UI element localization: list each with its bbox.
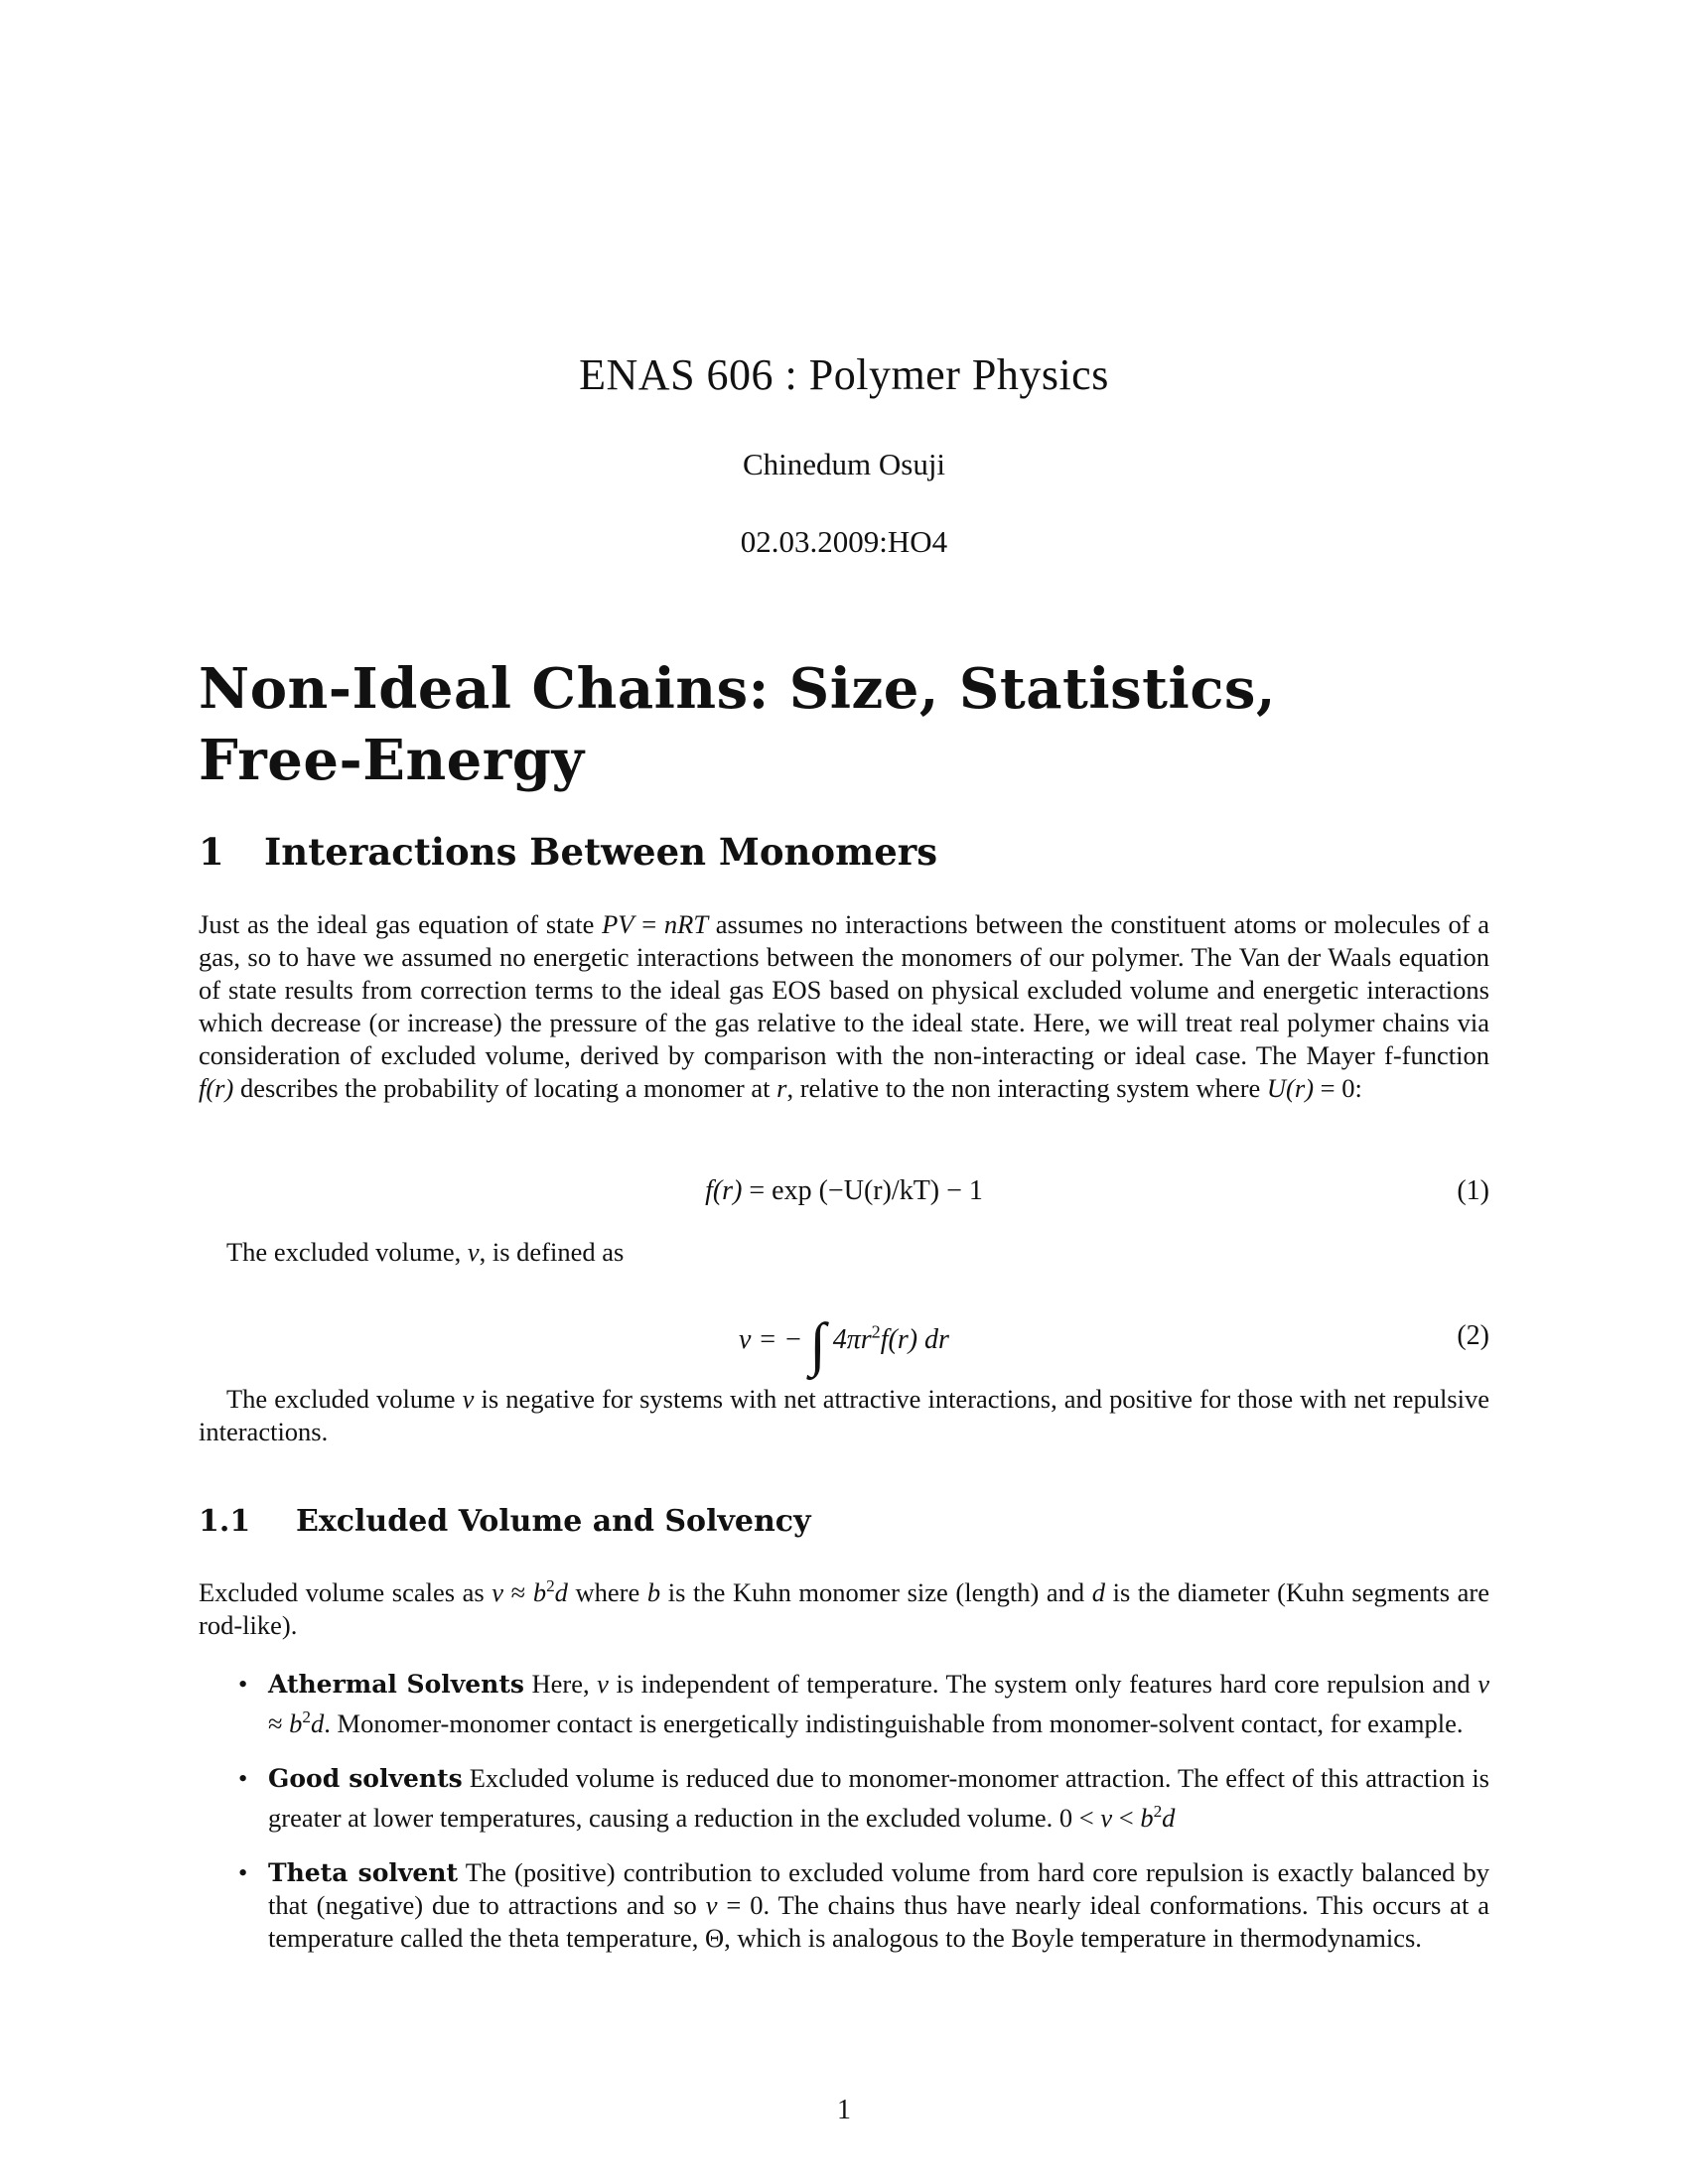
author-name: Chinedum Osuji bbox=[742, 447, 946, 481]
equation-1: f(r) = exp (−U(r)/kT) − 1 bbox=[705, 1175, 983, 1206]
paragraph-sign-of-v: The excluded volume v is negative for systems with net attractive interactions, and positive for those with net repulsive interactions. bbox=[199, 1384, 1489, 1446]
subsection-number: 1.1 bbox=[199, 1504, 251, 1539]
subsection-1-1-heading bbox=[199, 1504, 811, 1539]
integral-sign: ∫ bbox=[809, 1311, 826, 1377]
handout-date: 02.03.2009:HO4 bbox=[740, 524, 948, 559]
section-number: 1 bbox=[199, 830, 224, 874]
list-item-athermal: • Athermal Solvents Here, v is independent of temperature. The system only features hard core repulsion and $v \approx b^2d$. Monomer-monomer contact is energetically indistinguishable from monomer-solvent contact, for example. bbox=[238, 1669, 1489, 1738]
list-item-theta-solvent: • Theta solvent The (positive) contribution to excluded volume from hard core repulsion is exactly balanced by that (negative) due to attractions and so v = 0. The chains thus have nearly ideal conformations. This occurs at a temperature called the theta temperature, Θ, which is analogous to the Boyle temperature in thermodynamics. bbox=[238, 1856, 1489, 1953]
document-title-line-1: Non-Ideal Chains: Size, Statistics, bbox=[199, 656, 1276, 722]
equation-1-number: (1) bbox=[1457, 1175, 1489, 1206]
section-title: Interactions Between Monomers bbox=[264, 830, 938, 874]
document-title-line-2: Free-Energy bbox=[199, 728, 585, 793]
equation-2: v = − ∫ $4\pi r^2f(r)$ dr bbox=[739, 1311, 949, 1377]
bullet-icon: • bbox=[238, 1856, 248, 1887]
subsection-title: Excluded Volume and Solvency bbox=[296, 1504, 811, 1539]
bullet-icon: • bbox=[238, 1669, 248, 1699]
paragraph-excluded-volume-def: The excluded volume, v, is defined as bbox=[226, 1237, 625, 1267]
equation-2-number: (2) bbox=[1457, 1320, 1489, 1351]
bullet-icon: • bbox=[238, 1762, 248, 1793]
section-1-heading bbox=[199, 830, 937, 874]
course-title: ENAS 606 : Polymer Physics bbox=[579, 350, 1109, 399]
paragraph-scaling: Excluded volume scales as $v \approx b^2d$ where b is the Kuhn monomer size (length) and d is the diameter (Kuhn segments are rod-like). bbox=[199, 1576, 1489, 1640]
page-number: 1 bbox=[837, 2095, 851, 2125]
solvent-list bbox=[232, 1668, 1489, 1977]
paragraph-intro: Just as the ideal gas equation of state PV = nRT assumes no interactions between the constituent atoms or molecules of a gas, so to have we assumed no energetic interactions between the monomers of our polymer. The Van der Waals equation of state results from correction terms to the ideal gas EOS based on physical excluded volume and energetic interactions which decrease (or increase) the pressure of the gas relative to the ideal state. Here, we will treat real polymer chains via consideration of excluded volume, derived by comparison with the non-interacting or ideal case. The Mayer f-function f(r) describes the probability of locating a monomer at r, relative to the non interacting system where U(r) = 0: bbox=[199, 909, 1489, 1103]
document-title bbox=[199, 653, 1489, 796]
list-item-good-solvents: • Good solvents Excluded volume is reduced due to monomer-monomer attraction. The effect of this attraction is greater at lower temperatures, causing a reduction in the excluded volume. $0 < v < b^2d$ bbox=[238, 1762, 1489, 1833]
